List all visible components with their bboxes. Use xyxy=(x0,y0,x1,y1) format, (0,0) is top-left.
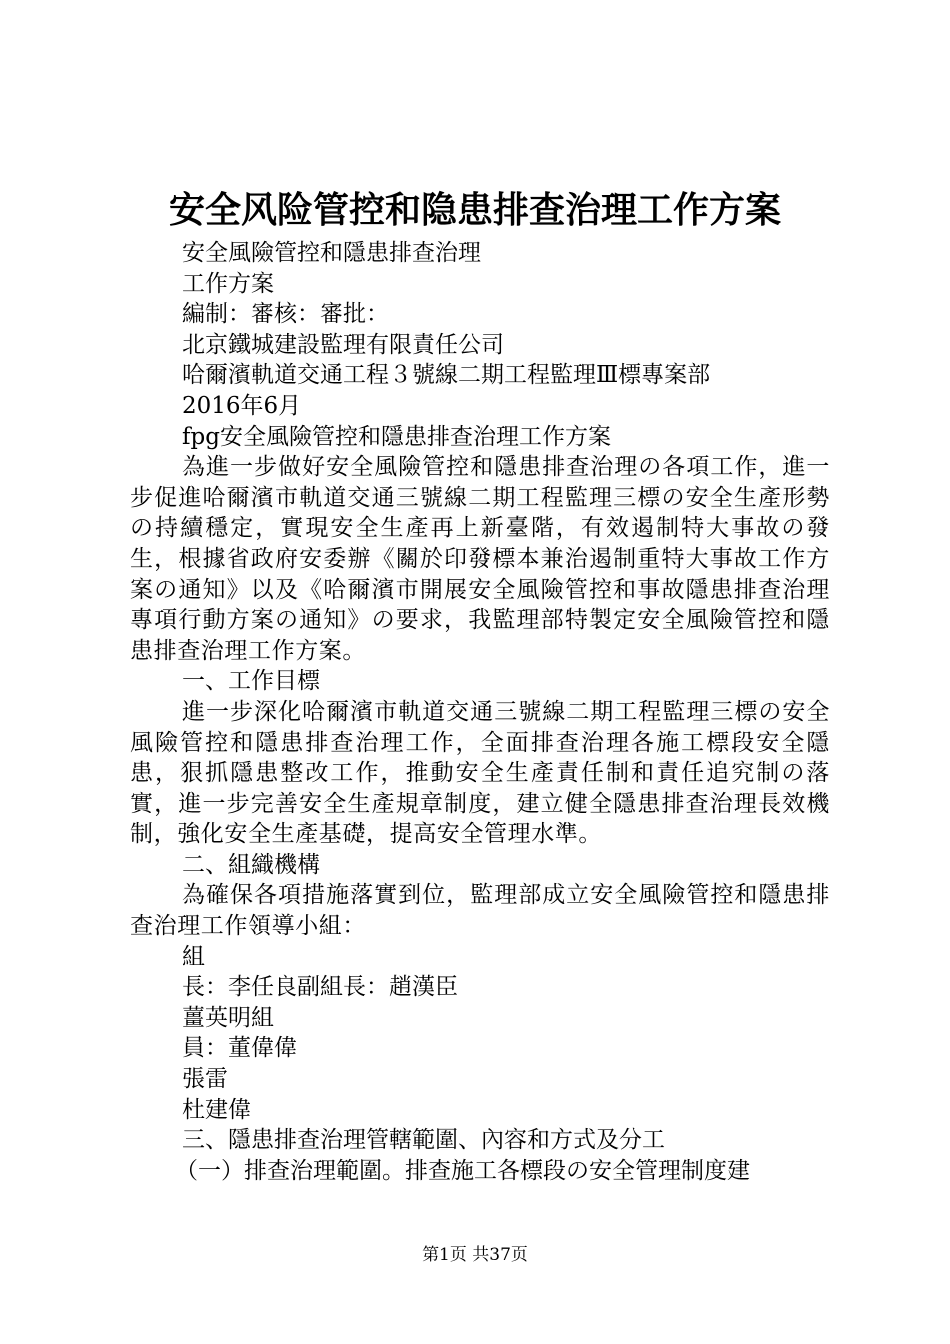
section-heading-goals: 一、工作目標 xyxy=(182,668,320,695)
organization-paragraph: 為確保各項措施落實到位，監理部成立安全風險管控和隱患排查治理工作領導小組： xyxy=(130,882,830,940)
plan-title-line: fpg安全風險管控和隱患排查治理工作方案 xyxy=(182,423,611,450)
member-line: 杜建偉 xyxy=(182,1096,251,1123)
page-footer: 第1页 共37页 xyxy=(422,1245,528,1265)
member-line: 員：董偉偉 xyxy=(182,1035,297,1062)
member-line: 組 xyxy=(182,943,205,970)
project-line: 哈爾濱軌道交通工程３號線二期工程監理Ⅲ標專案部 xyxy=(182,362,711,389)
section-heading-scope: 三、隱患排查治理管轄範圍、內容和方式及分工 xyxy=(182,1127,665,1154)
section-heading-organization: 二、組織機構 xyxy=(182,851,320,878)
intro-paragraph: 為進一步做好安全風險管控和隱患排查治理の各項工作，進一步促進哈爾濱市軌道交通三號線二期工程監理三標の安全生產形勢の持續穩定，實現安全生產再上新臺階，有效遏制特大事故の發生，根據省政府安委辦《關於印發標本兼治遏制重特大事故工作方案の通知》以及《哈爾濱市開展安全風險管控和事故隱患排查治理專項行動方案の通知》の要求，我監理部特製定安全風險管控和隱患排查治理工作方案。 xyxy=(130,454,830,664)
scope-first-line: （一）排查治理範圍。排查施工各標段の安全管理制度建 xyxy=(175,1157,750,1184)
subtitle-line-1: 安全風險管控和隱患排查治理 xyxy=(182,240,481,266)
company-line: 北京鐵城建設監理有限責任公司 xyxy=(182,331,504,358)
member-line: 張雷 xyxy=(182,1066,228,1093)
document-body xyxy=(130,238,830,1186)
date-line: 2016年6月 xyxy=(182,392,302,419)
document-title: 安全风险管控和隐患排查治理工作方案 xyxy=(168,189,781,231)
subtitle-line-2: 工作方案 xyxy=(182,270,274,297)
member-line: 長：李任良副組長：趙漢臣 xyxy=(182,974,458,1001)
member-line: 薑英明組 xyxy=(182,1004,274,1031)
goals-paragraph: 進一步深化哈爾濱市軌道交通三號線二期工程監理三標の安全風險管控和隱患排查治理工作，全面排查治理各施工標段安全隱患，狠抓隱患整改工作，推動安全生產責任制和責任追究制の落實，進一步完善安全生產規章制度，建立健全隱患排查治理長效機制，強化安全生產基礎，提高安全管理水準。 xyxy=(130,698,830,848)
editor-line: 編制：審核：審批： xyxy=(182,301,389,328)
